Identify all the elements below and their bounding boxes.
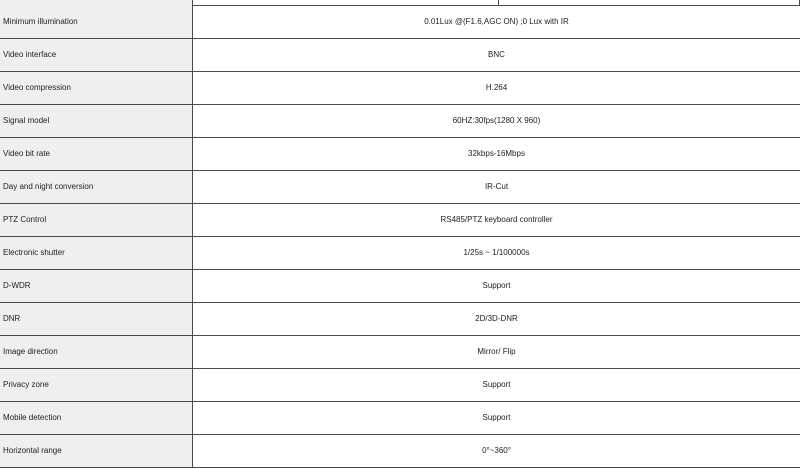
table-row: [0, 369, 800, 402]
row-label: Minimum illumination: [0, 6, 193, 38]
row-label: Video compression: [0, 72, 193, 104]
row-value: 0.01Lux @(F1.6,AGC ON) ;0 Lux with IR: [424, 17, 569, 26]
row-value: Mirror/ Flip: [477, 347, 516, 356]
row-label: Image direction: [0, 336, 193, 368]
row-label: Electronic shutter: [0, 237, 193, 269]
table-row: [0, 204, 800, 237]
row-label: D-WDR: [0, 270, 193, 302]
row-value: Support: [482, 380, 511, 389]
row-value: BNC: [488, 50, 505, 59]
row-label: DNR: [0, 303, 193, 335]
row-label: Signal model: [0, 105, 193, 137]
table-row: [0, 402, 800, 435]
table-row: [0, 270, 800, 303]
table-row: [0, 171, 800, 204]
row-label: Video interface: [0, 39, 193, 71]
row-value: H.264: [485, 83, 508, 92]
table-row: [0, 72, 800, 105]
row-label: Mobile detection: [0, 402, 193, 434]
table-row: [0, 303, 800, 336]
row-label: Privacy zone: [0, 369, 193, 401]
table-row: [0, 6, 800, 39]
table-row: [0, 105, 800, 138]
table-top-edge-tick: [498, 0, 499, 5]
row-value: IR-Cut: [484, 182, 509, 191]
row-value: Support: [482, 281, 511, 290]
row-label: Horizontal range: [0, 435, 193, 467]
row-value: 1/25s ~ 1/100000s: [463, 248, 530, 257]
table-row: [0, 138, 800, 171]
row-value: Support: [482, 413, 511, 422]
table-row: [0, 336, 800, 369]
row-value: 60HZ:30fps(1280 X 960): [452, 116, 541, 125]
row-value: 32kbps-16Mbps: [468, 149, 525, 158]
row-label: Day and night conversion: [0, 171, 193, 203]
row-label: Video bit rate: [0, 138, 193, 170]
row-label: PTZ Control: [0, 204, 193, 236]
row-value: 2D/3D-DNR: [475, 314, 518, 323]
table-row: [0, 237, 800, 270]
table-row: [0, 435, 800, 468]
table-row: [0, 39, 800, 72]
row-value: RS485/PTZ keyboard controller: [440, 215, 553, 224]
row-value: 0°~360°: [482, 446, 511, 455]
